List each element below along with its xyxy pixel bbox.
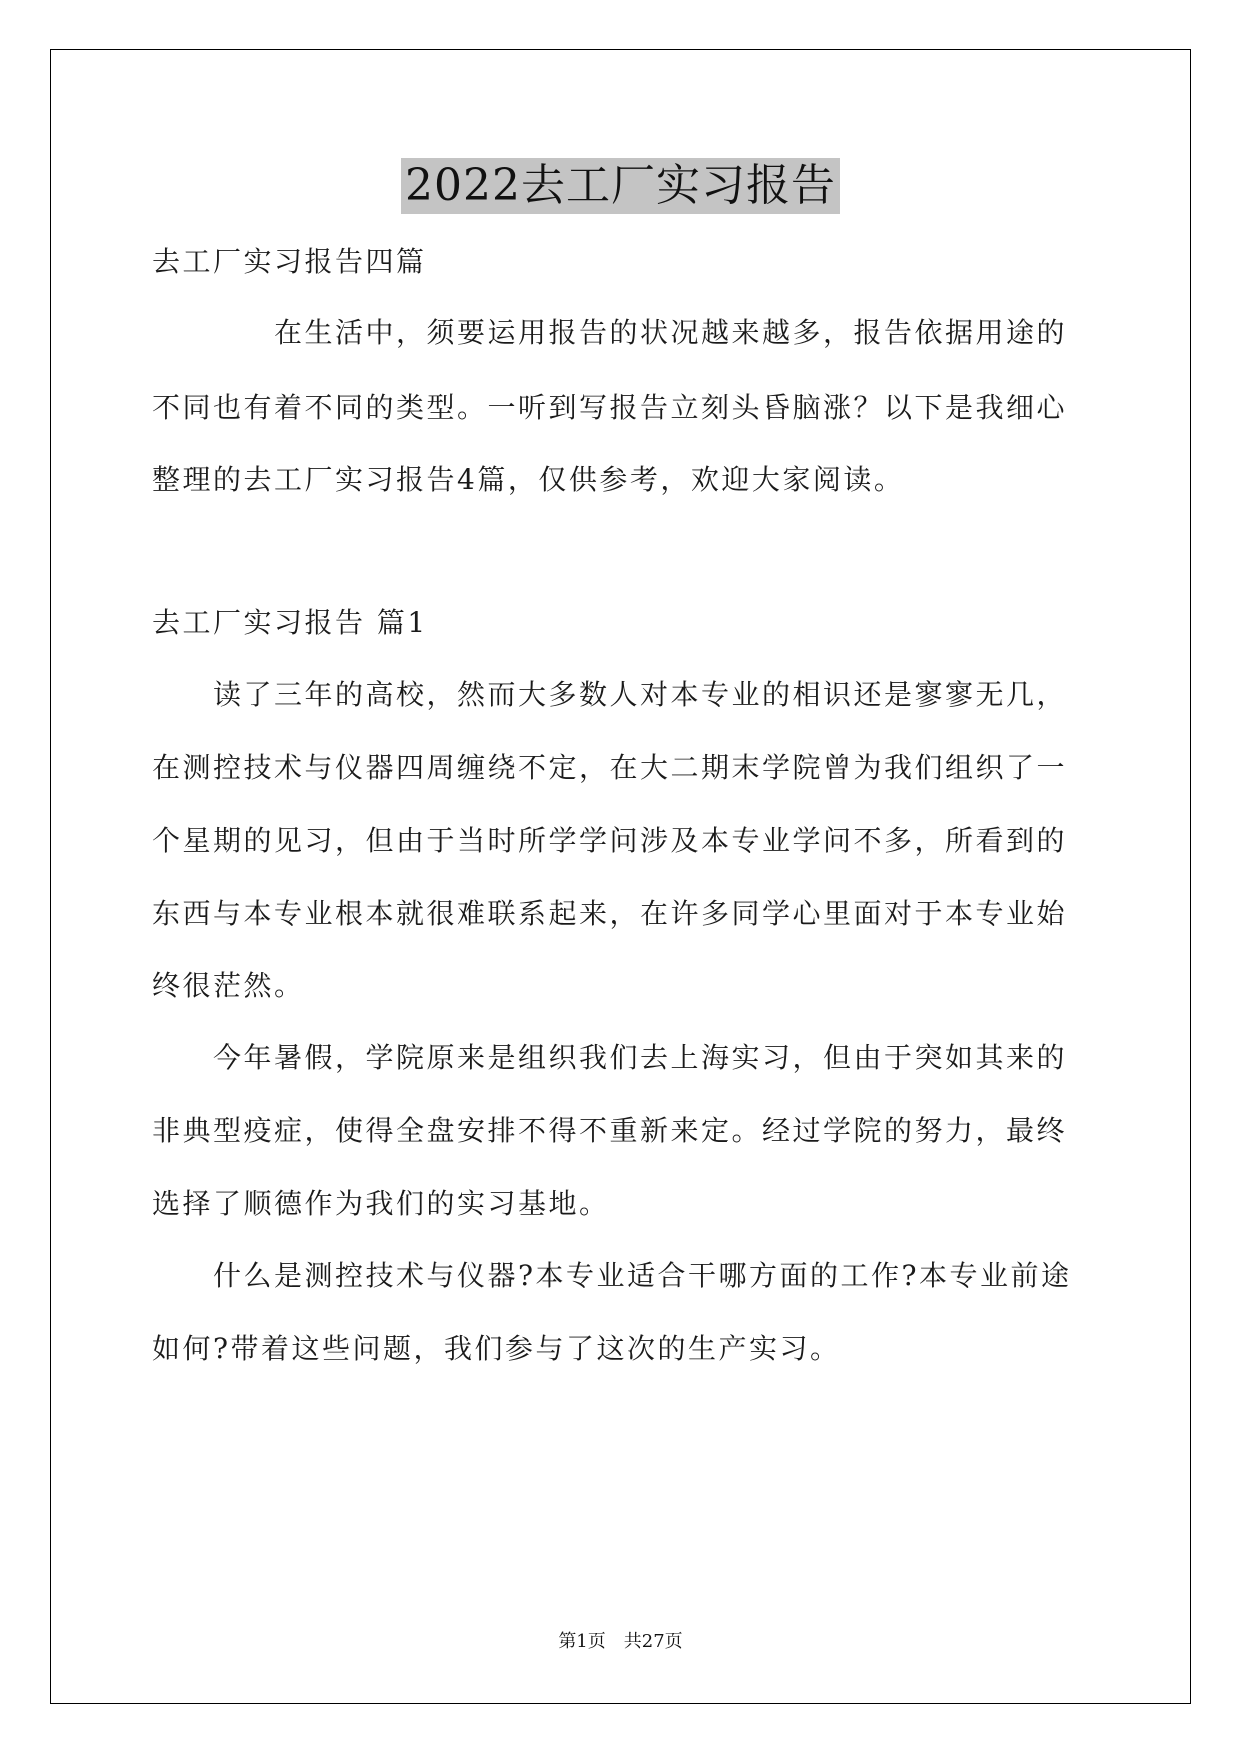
paragraph-line: 在测控技术与仪器四周缠绕不定，在大二期末学院曾为我们组织了一 xyxy=(152,751,1068,784)
paragraph-line: 东西与本专业根本就很难联系起来，在许多同学心里面对于本专业始 xyxy=(152,897,1068,930)
paragraph-line: 非典型疫症，使得全盘安排不得不重新来定。经过学院的努力，最终 xyxy=(152,1114,1068,1147)
paragraph-line: 如何?带着这些问题，我们参与了这次的生产实习。 xyxy=(152,1332,841,1365)
section-heading: 去工厂实习报告 篇1 xyxy=(152,606,428,639)
paragraph-line: 选择了顺德作为我们的实习基地。 xyxy=(152,1187,610,1220)
paragraph-line: 读了三年的高校，然而大多数人对本专业的相识还是寥寥无几， xyxy=(152,678,1068,711)
page-border xyxy=(50,49,1191,1704)
paragraph-line: 在生活中，须要运用报告的状况越来越多，报告依据用途的 xyxy=(152,316,1068,349)
paragraph-line: 个星期的见习，但由于当时所学学问涉及本专业学问不多，所看到的 xyxy=(152,824,1068,857)
doc-subtitle: 去工厂实习报告四篇 xyxy=(152,245,427,278)
paragraph-line: 整理的去工厂实习报告4篇，仅供参考，欢迎大家阅读。 xyxy=(152,463,905,496)
paragraph-line: 终很茫然。 xyxy=(152,969,305,1002)
paragraph-line: 不同也有着不同的类型。一听到写报告立刻头昏脑涨？以下是我细心 xyxy=(152,391,1068,424)
page-number: 第1页 共27页 xyxy=(558,1631,683,1652)
title-wrapper xyxy=(0,158,1241,214)
paragraph-line: 今年暑假，学院原来是组织我们去上海实习，但由于突如其来的 xyxy=(152,1041,1068,1074)
document-title: 2022去工厂实习报告 xyxy=(401,158,840,214)
paragraph-line: 什么是测控技术与仪器?本专业适合干哪方面的工作?本专业前途 xyxy=(152,1259,1072,1292)
